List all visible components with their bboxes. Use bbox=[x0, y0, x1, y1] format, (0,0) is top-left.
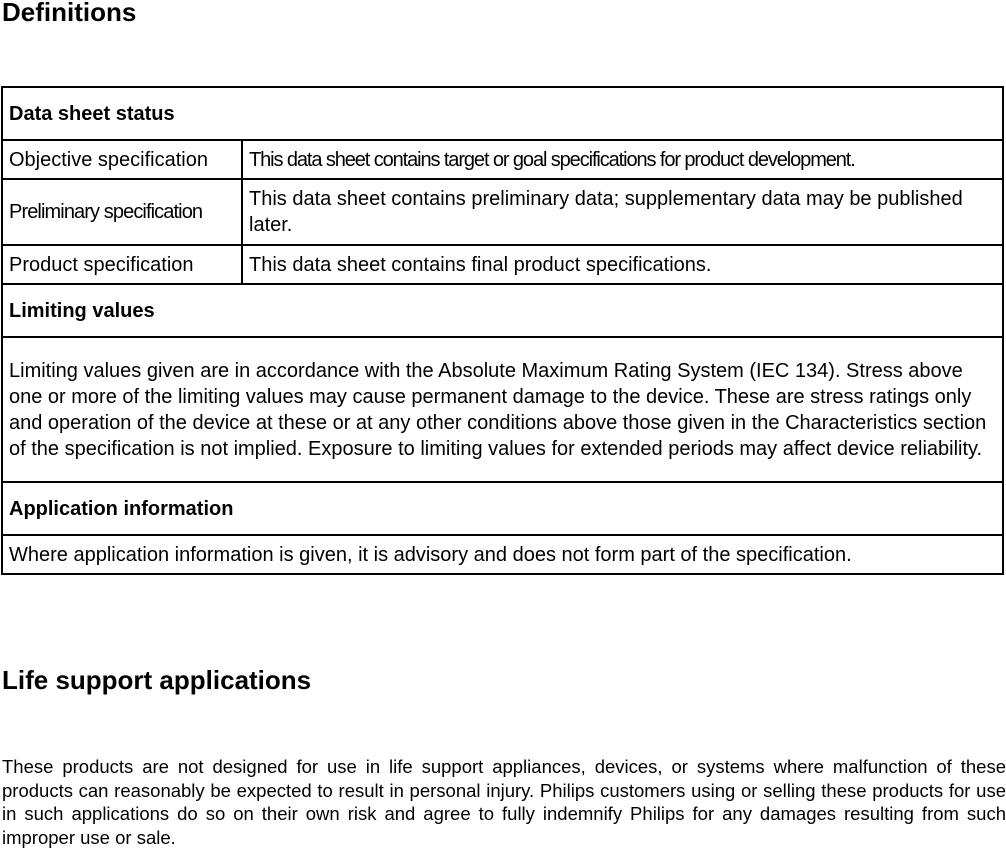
application-information-header-row bbox=[2, 482, 1003, 535]
limiting-values-text: Limiting values given are in accordance with the Absolute Maximum Rating System (IEC 134). Stress above one or more of the limiting values may cause permanent damage to the device. These are stress ratings only and operation of the device at these or at any other conditions above those given in the Characteristics section of the specification is not implied. Exposure to limiting values for extended periods may affect device reliability. bbox=[2, 337, 1003, 482]
table-row bbox=[2, 245, 1003, 284]
status-term: Preliminary specification bbox=[2, 179, 242, 245]
data-sheet-status-header-row bbox=[2, 87, 1003, 140]
application-information-text: Where application information is given, it is advisory and does not form part of the specification. bbox=[2, 535, 1003, 574]
table-row bbox=[2, 535, 1003, 574]
table-row bbox=[2, 337, 1003, 482]
application-information-heading: Application information bbox=[2, 482, 1003, 535]
limiting-values-heading: Limiting values bbox=[2, 284, 1003, 337]
table-row bbox=[2, 140, 1003, 179]
table-row bbox=[2, 179, 1003, 245]
definitions-title: Definitions bbox=[2, 0, 137, 27]
limiting-values-header-row bbox=[2, 284, 1003, 337]
status-description: This data sheet contains final product specifications. bbox=[242, 245, 1003, 284]
status-description: This data sheet contains target or goal specifications for product development. bbox=[242, 140, 1003, 179]
data-sheet-status-heading: Data sheet status bbox=[2, 87, 1003, 140]
status-description: This data sheet contains preliminary data; supplementary data may be published later. bbox=[242, 179, 1003, 245]
definitions-table bbox=[1, 86, 1004, 575]
life-support-title: Life support applications bbox=[2, 665, 312, 695]
status-term: Product specification bbox=[2, 245, 242, 284]
life-support-text: These products are not designed for use in life support appliances, devices, or systems where malfunction of these products can reasonably be expected to result in personal injury. Philips customers using or selling these products for use in such applications do so on their own risk and agree to fully indemnify Philips for any damages resulting from such improper use or sale. bbox=[2, 756, 1006, 848]
status-term: Objective specification bbox=[2, 140, 242, 179]
